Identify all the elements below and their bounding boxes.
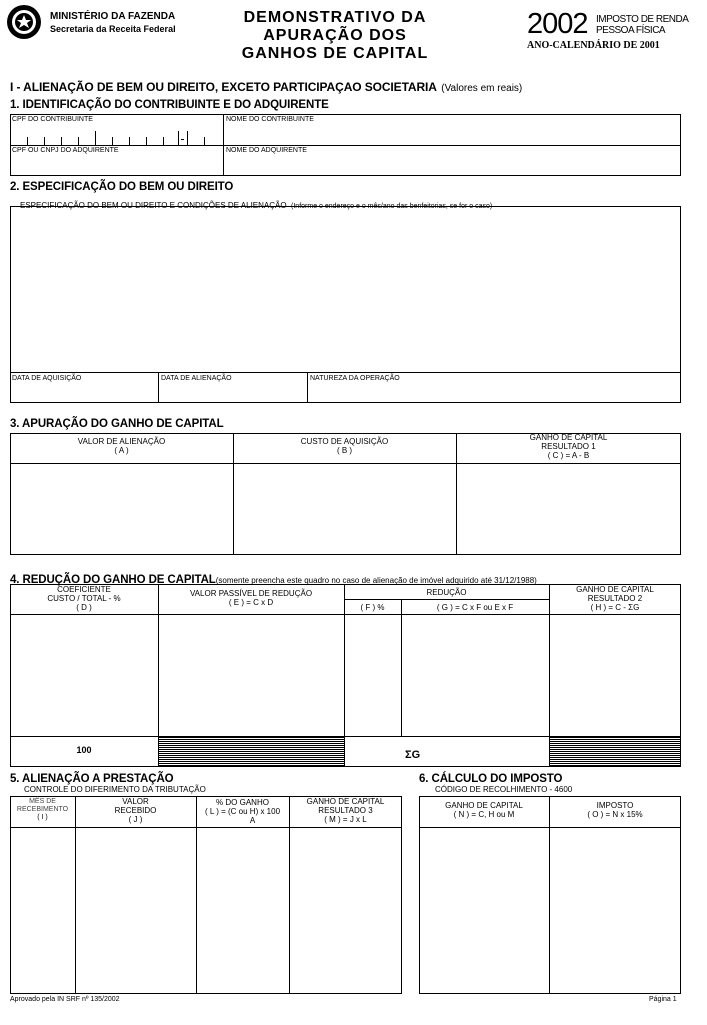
percentual-f-input[interactable] [348, 620, 397, 634]
nome-contribuinte-label: NOME DO CONTRIBUINTE [226, 116, 314, 123]
ganho-capital-h-input[interactable] [553, 620, 677, 634]
total-coeficiente: 100 [76, 745, 92, 755]
tax-type-line1: IMPOSTO DE RENDA [596, 14, 689, 25]
col-c-header: GANHO DE CAPITAL RESULTADO 1 ( C ) = A - B [529, 433, 608, 460]
section1-title: 1. IDENTIFICAÇÃO DO CONTRIBUINTE E DO ADQUIRENTE [10, 99, 329, 111]
section6-subtitle: CÓDIGO DE RECOLHIMENTO - 4600 [435, 785, 573, 794]
section2-title: 2. ESPECIFICAÇÃO DO BEM OU DIREITO [10, 181, 234, 193]
natureza-operacao-label: NATUREZA DA OPERAÇÃO [310, 375, 400, 382]
cpf-adquirente-label: CPF OU CNPJ DO ADQUIRENTE [12, 147, 119, 154]
mes-recebimento-input[interactable] [13, 832, 72, 846]
nome-adquirente-input[interactable] [228, 158, 676, 172]
section2-subtitle: ESPECIFICAÇÃO DO BEM OU DIREITO E CONDIÇÕES DE ALIENAÇÃO (Informe o endereço e o mês/ano das benfeitorias, se for o caso) [20, 201, 493, 210]
section5-title: 5. ALIENAÇÃO A PRESTAÇÃO [10, 773, 174, 785]
section5-subtitle: CONTROLE DO DIFERIMENTO DA TRIBUTAÇÃO [24, 785, 206, 794]
col-e-header: VALOR PASSÍVEL DE REDUÇÃO ( E ) = C x D [189, 589, 313, 607]
col-m-header: GANHO DE CAPITAL RESULTADO 3 ( M ) = J x L [306, 797, 385, 824]
ganho-capital-c-input[interactable] [460, 468, 677, 482]
col-g-header: ( G ) = C x F ou E x F [436, 603, 514, 612]
ganho-capital-n-input[interactable] [423, 832, 545, 846]
valor-alienacao-input[interactable] [14, 468, 229, 482]
ministry-name: MINISTÉRIO DA FAZENDA [50, 11, 176, 22]
nome-adquirente-label: NOME DO ADQUIRENTE [226, 147, 307, 154]
percentual-ganho-input[interactable] [200, 832, 285, 846]
hatched-cell-e [159, 737, 344, 766]
col-d-header: COEFICIENTE CUSTO / TOTAL - % ( D ) [47, 585, 121, 612]
nome-contribuinte-input[interactable] [228, 127, 676, 141]
natureza-operacao-input[interactable] [312, 385, 676, 399]
form-title-line1: DEMONSTRATIVO DA [243, 9, 427, 26]
col-b-header: CUSTO DE AQUISIÇÃO ( B ) [300, 437, 389, 455]
ganho-capital-m-input[interactable] [293, 832, 398, 846]
hatched-cell-h [550, 737, 680, 766]
form-title-line3: GANHOS DE CAPITAL [241, 45, 429, 62]
col-i-header: MÊS DE RECEBIMENTO ( I ) [16, 798, 69, 821]
sigma-g-input[interactable] [425, 745, 545, 759]
reducao-g-input[interactable] [405, 620, 545, 634]
cpf-contribuinte-label: CPF DO CONTRIBUINTE [12, 116, 93, 123]
data-alienacao-input[interactable] [163, 385, 303, 399]
sigma-g-label: ΣG [405, 749, 421, 761]
section3-title: 3. APURAÇÃO DO GANHO DE CAPITAL [10, 418, 224, 430]
col-a-header: VALOR DE ALIENAÇÃO ( A ) [77, 437, 166, 455]
reducao-header: REDUÇÃO [426, 588, 467, 597]
custo-aquisicao-input[interactable] [237, 468, 452, 482]
col-f-header: ( F ) % [360, 603, 385, 612]
especificacao-textarea[interactable] [12, 208, 679, 370]
federal-emblem-icon [6, 4, 42, 40]
col-n-header: GANHO DE CAPITAL ( N ) = C, H ou M [445, 801, 523, 819]
coeficiente-d-input[interactable] [14, 620, 154, 634]
data-alienacao-label: DATA DE ALIENAÇÃO [161, 375, 232, 382]
col-h-header: GANHO DE CAPITAL RESULTADO 2 ( H ) = C - ΣG [576, 585, 654, 612]
approval-note: Aprovado pela IN SRF nº 135/2002 [10, 996, 120, 1003]
data-aquisicao-label: DATA DE AQUISIÇÃO [12, 375, 82, 382]
part1-title: I - ALIENAÇÃO DE BEM OU DIREITO, EXCETO PARTICIPAÇAO SOCIETARIA (Valores em reais) [10, 80, 523, 94]
valor-passivel-e-input[interactable] [162, 620, 340, 634]
section6-title: 6. CÁLCULO DO IMPOSTO [419, 773, 563, 785]
section4-title: 4. REDUÇÃO DO GANHO DE CAPITAL(somente preencha este quadro no caso de alienação de imóvel adquirido até 31/12/1988) [10, 574, 537, 586]
col-j-header: VALOR RECEBIDO ( J ) [114, 797, 157, 824]
tax-type-line2: PESSOA FÍSICA [596, 25, 666, 36]
valor-recebido-input[interactable] [79, 832, 192, 846]
calendar-year: ANO-CALENDÁRIO DE 2001 [527, 40, 660, 51]
section6-box [419, 796, 681, 994]
year-label: 2002 [527, 8, 588, 40]
imposto-o-input[interactable] [553, 832, 677, 846]
secretariat-name: Secretaria da Receita Federal [50, 24, 176, 34]
section5-box [10, 796, 402, 994]
cpf-adquirente-input[interactable] [14, 158, 219, 172]
col-l-header: % DO GANHO ( L ) = (C ou H) x 100 A [204, 798, 281, 825]
form-title [210, 9, 460, 63]
form-title-line2: APURAÇÃO DOS [263, 27, 407, 44]
data-aquisicao-input[interactable] [14, 385, 154, 399]
page-number: Página 1 [649, 996, 677, 1003]
col-o-header: IMPOSTO ( O ) = N x 15% [587, 801, 643, 819]
cpf-contribuinte-input[interactable] [14, 126, 214, 138]
